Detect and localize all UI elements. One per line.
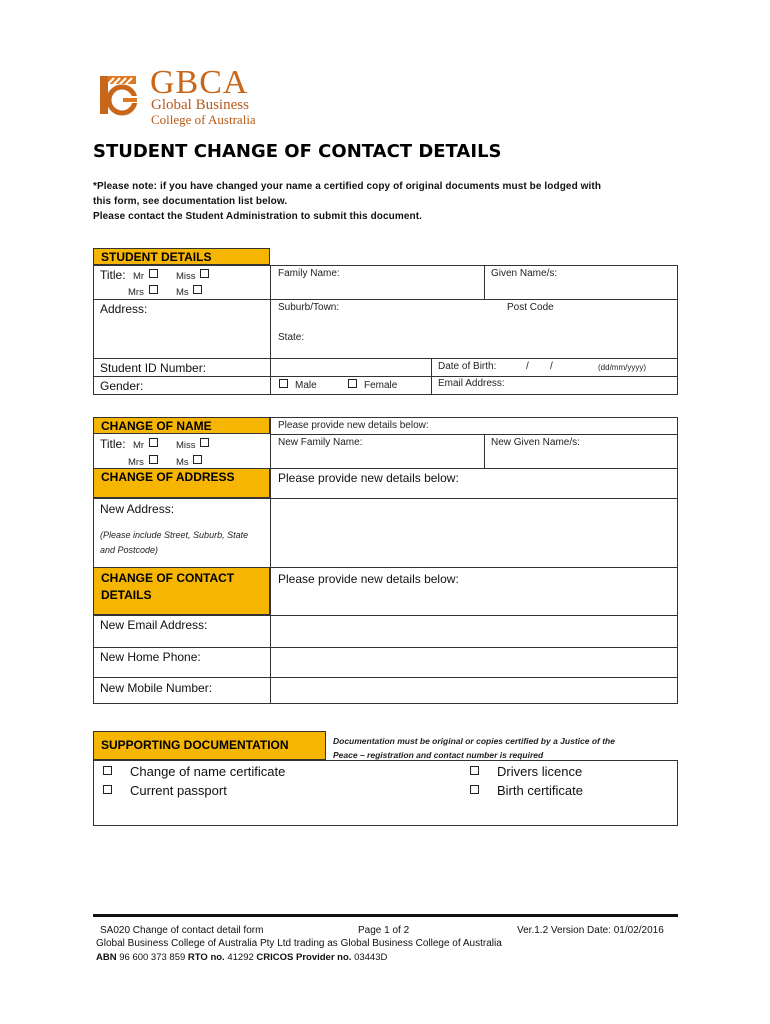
address-hint-1: (Please include Street, Suburb, State bbox=[100, 530, 249, 540]
docs-note-1: Documentation must be original or copies certified by a Justice of the bbox=[333, 736, 615, 746]
doc-item-1: Change of name certificate bbox=[130, 764, 286, 779]
male-label: Male bbox=[295, 380, 317, 391]
change-name-header bbox=[93, 417, 270, 434]
doc-checkbox-4[interactable] bbox=[470, 785, 479, 794]
docs-note-2: Peace – registration and contact number is required bbox=[333, 750, 544, 760]
new-title-label: Title: bbox=[100, 437, 126, 451]
note-line-3: Please contact the Student Administration to submit this document. bbox=[93, 211, 423, 222]
doc-item-4: Birth certificate bbox=[497, 783, 583, 798]
change-contact-header bbox=[93, 567, 270, 615]
miss-checkbox[interactable] bbox=[200, 269, 209, 278]
mrs-label: Mrs bbox=[128, 287, 144, 298]
new-home-phone-field[interactable]: New Home Phone: bbox=[100, 650, 201, 664]
page-title: STUDENT CHANGE OF CONTACT DETAILS bbox=[93, 141, 502, 162]
family-name-field[interactable]: Family Name: bbox=[278, 268, 340, 279]
ms-label: Ms bbox=[176, 287, 189, 298]
supporting-docs-header bbox=[93, 731, 326, 760]
new-miss-label: Miss bbox=[176, 440, 196, 451]
logo-text: GBCA bbox=[150, 64, 249, 101]
doc-checkbox-2[interactable] bbox=[103, 785, 112, 794]
doc-item-3: Drivers licence bbox=[497, 764, 583, 779]
change-name-title: CHANGE OF NAME bbox=[101, 419, 212, 433]
footer-registration: ABN 96 600 373 859 RTO no. 41292 CRICOS Provider no. 03443D bbox=[96, 952, 388, 963]
note-line-1: *Please note: if you have changed your name a certified copy of original documents must be lodged with bbox=[93, 181, 602, 192]
change-name-instruction: Please provide new details below: bbox=[278, 420, 429, 431]
footer-company: Global Business College of Australia Pty Ltd trading as Global Business College of Australia bbox=[96, 938, 502, 949]
address-label: Address: bbox=[100, 302, 148, 316]
supporting-docs-title: SUPPORTING DOCUMENTATION bbox=[101, 738, 289, 752]
note-line-2: this form, see documentation list below. bbox=[93, 196, 288, 207]
new-mobile-field[interactable]: New Mobile Number: bbox=[100, 681, 213, 695]
address-hint-2: and Postcode) bbox=[100, 545, 159, 555]
logo-line-2: Global Business bbox=[151, 97, 249, 113]
postcode-field[interactable]: Post Code bbox=[507, 302, 554, 313]
given-names-field[interactable]: Given Name/s: bbox=[491, 268, 558, 279]
new-family-name-field[interactable]: New Family Name: bbox=[278, 437, 363, 448]
female-label: Female bbox=[364, 380, 398, 391]
female-checkbox[interactable] bbox=[348, 379, 357, 388]
logo-line-3: College of Australia bbox=[151, 112, 256, 127]
change-contact-title-1: CHANGE OF CONTACT bbox=[101, 571, 235, 585]
student-details-header bbox=[93, 248, 270, 265]
new-miss-checkbox[interactable] bbox=[200, 438, 209, 447]
new-mr-checkbox[interactable] bbox=[149, 438, 158, 447]
doc-checkbox-1[interactable] bbox=[103, 766, 112, 775]
miss-label: Miss bbox=[176, 271, 196, 282]
footer-form-name: SA020 Change of contact detail form bbox=[100, 925, 264, 936]
email-field[interactable]: Email Address: bbox=[438, 378, 505, 389]
new-given-names-field[interactable]: New Given Name/s: bbox=[491, 437, 580, 448]
dob-separator-2: / bbox=[550, 361, 553, 372]
new-ms-label: Ms bbox=[176, 457, 189, 468]
student-id-field[interactable]: Student ID Number: bbox=[100, 361, 207, 375]
new-mrs-label: Mrs bbox=[128, 457, 144, 468]
new-mrs-checkbox[interactable] bbox=[149, 455, 158, 464]
change-contact-title-2: DETAILS bbox=[101, 588, 152, 602]
doc-item-2: Current passport bbox=[130, 783, 227, 798]
mr-checkbox[interactable] bbox=[149, 269, 158, 278]
change-address-title: CHANGE OF ADDRESS bbox=[101, 470, 235, 484]
change-contact-instruction: Please provide new details below: bbox=[278, 572, 459, 586]
gbca-logo-icon bbox=[96, 70, 146, 120]
change-address-header bbox=[93, 468, 270, 498]
student-details-title: STUDENT DETAILS bbox=[101, 250, 212, 264]
mrs-checkbox[interactable] bbox=[149, 285, 158, 294]
state-field[interactable]: State: bbox=[278, 332, 305, 343]
male-checkbox[interactable] bbox=[279, 379, 288, 388]
footer-rule bbox=[93, 914, 678, 917]
footer-version: Ver.1.2 Version Date: 01/02/2016 bbox=[517, 925, 664, 936]
gender-label: Gender: bbox=[100, 379, 144, 393]
footer-page-number: Page 1 of 2 bbox=[358, 925, 410, 936]
new-email-field[interactable]: New Email Address: bbox=[100, 618, 208, 632]
mr-label: Mr bbox=[133, 271, 145, 282]
dob-format-hint: (dd/mm/yyyy) bbox=[598, 363, 646, 372]
title-label: Title: bbox=[100, 268, 126, 282]
dob-field[interactable]: Date of Birth: bbox=[438, 361, 497, 372]
dob-separator-1: / bbox=[526, 361, 529, 372]
new-address-field[interactable]: New Address: bbox=[100, 502, 175, 516]
ms-checkbox[interactable] bbox=[193, 285, 202, 294]
new-mr-label: Mr bbox=[133, 440, 145, 451]
change-address-instruction: Please provide new details below: bbox=[278, 471, 459, 485]
doc-checkbox-3[interactable] bbox=[470, 766, 479, 775]
suburb-field[interactable]: Suburb/Town: bbox=[278, 302, 340, 313]
new-ms-checkbox[interactable] bbox=[193, 455, 202, 464]
